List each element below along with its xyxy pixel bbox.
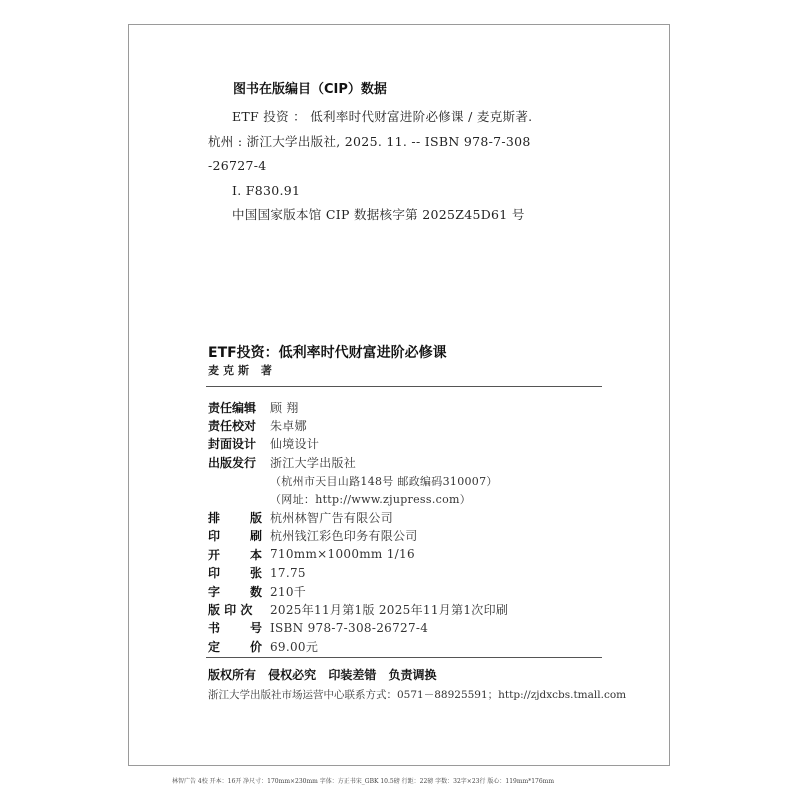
credit-label: 字 数 (208, 584, 262, 599)
credit-value: 朱卓娜 (270, 419, 307, 434)
credit-row-sheets (208, 564, 508, 582)
divider-bottom (206, 657, 602, 658)
credit-label: 封面设计 (208, 437, 257, 452)
credit-row-price (208, 637, 508, 655)
credit-label: 排 版 (208, 511, 262, 526)
credit-row-publisher (208, 453, 508, 471)
credit-value: 69.00元 (270, 639, 319, 654)
copyright-notice: 版权所有 侵权必究 印装差错 负责调换 (208, 668, 437, 682)
cip-line-title: ETF 投资 ： 低利率时代财富进阶必修课 / 麦克斯著. (232, 109, 533, 124)
credit-label: 印 张 (208, 566, 262, 581)
credit-label: 版 印 次 (208, 602, 253, 617)
credit-value: 210千 (270, 584, 307, 599)
publisher-website: （网址：http://www.zjupress.com） (270, 493, 472, 507)
credit-row-isbn (208, 619, 508, 637)
publisher-address: （杭州市天目山路148号 邮政编码310007） (270, 474, 498, 488)
credit-row-proofreader (208, 416, 508, 434)
credit-value: 顾 翔 (270, 400, 299, 415)
credit-row-printing (208, 527, 508, 545)
credit-value: 杭州钱江彩色印务有限公司 (270, 529, 418, 544)
cip-block (208, 78, 568, 228)
print-spec-line: 林智广告 4校 开本：16开 净尺寸：170mm×230mm 字体：方正书宋_GBK 10.5磅 行距：22磅 字数：32字×23行 版心：119mm*176mm (172, 778, 555, 785)
credit-row-cover (208, 435, 508, 453)
credit-label: 印 刷 (208, 529, 262, 544)
cip-line-record-number: 中国国家版本馆 CIP 数据核字第 2025Z45D61 号 (232, 207, 525, 222)
credit-label: 定 价 (208, 639, 262, 654)
contact-info: 浙江大学出版社市场运营中心联系方式：0571－88925591；http://zjdxcbs.tmall.com (208, 689, 627, 701)
cip-line-publisher: 杭州 : 浙江大学出版社, 2025. 11. -- ISBN 978-7-308 (208, 133, 531, 149)
cip-heading: 图书在版编目（CIP）数据 (233, 82, 387, 97)
credit-row-format (208, 545, 508, 563)
credit-label: 责任校对 (208, 419, 257, 434)
credit-label: 责任编辑 (208, 400, 257, 415)
credit-row-website (208, 490, 508, 508)
footer (208, 666, 626, 702)
credit-value: 17.75 (270, 565, 306, 580)
credit-value: 2025年11月第1版 2025年11月第1次印刷 (270, 602, 509, 617)
credit-row-editor (208, 398, 508, 416)
divider-top (206, 386, 602, 387)
credit-label: 开 本 (208, 547, 262, 562)
credit-value: 浙江大学出版社 (270, 455, 357, 470)
cip-line-isbn-tail: -26727-4 (208, 158, 267, 173)
credit-label: 书 号 (208, 621, 262, 636)
credit-row-typesetting (208, 508, 508, 526)
credit-row-word-count (208, 582, 508, 600)
credit-value: 杭州林智广告有限公司 (270, 511, 394, 526)
book-author: 麦克斯 著 (208, 364, 276, 377)
credit-row-edition (208, 600, 508, 618)
credit-row-address (208, 472, 508, 490)
credit-value: 仙境设计 (270, 437, 320, 452)
credits-table (208, 398, 508, 655)
credit-value: 710mm×1000mm 1/16 (270, 547, 415, 562)
cip-line-classification: Ⅰ. F830.91 (232, 182, 301, 198)
book-title: ETF投资：低利率时代财富进阶必修课 (208, 345, 447, 361)
credit-label: 出版发行 (208, 455, 257, 470)
credit-value: ISBN 978-7-308-26727-4 (270, 620, 429, 635)
